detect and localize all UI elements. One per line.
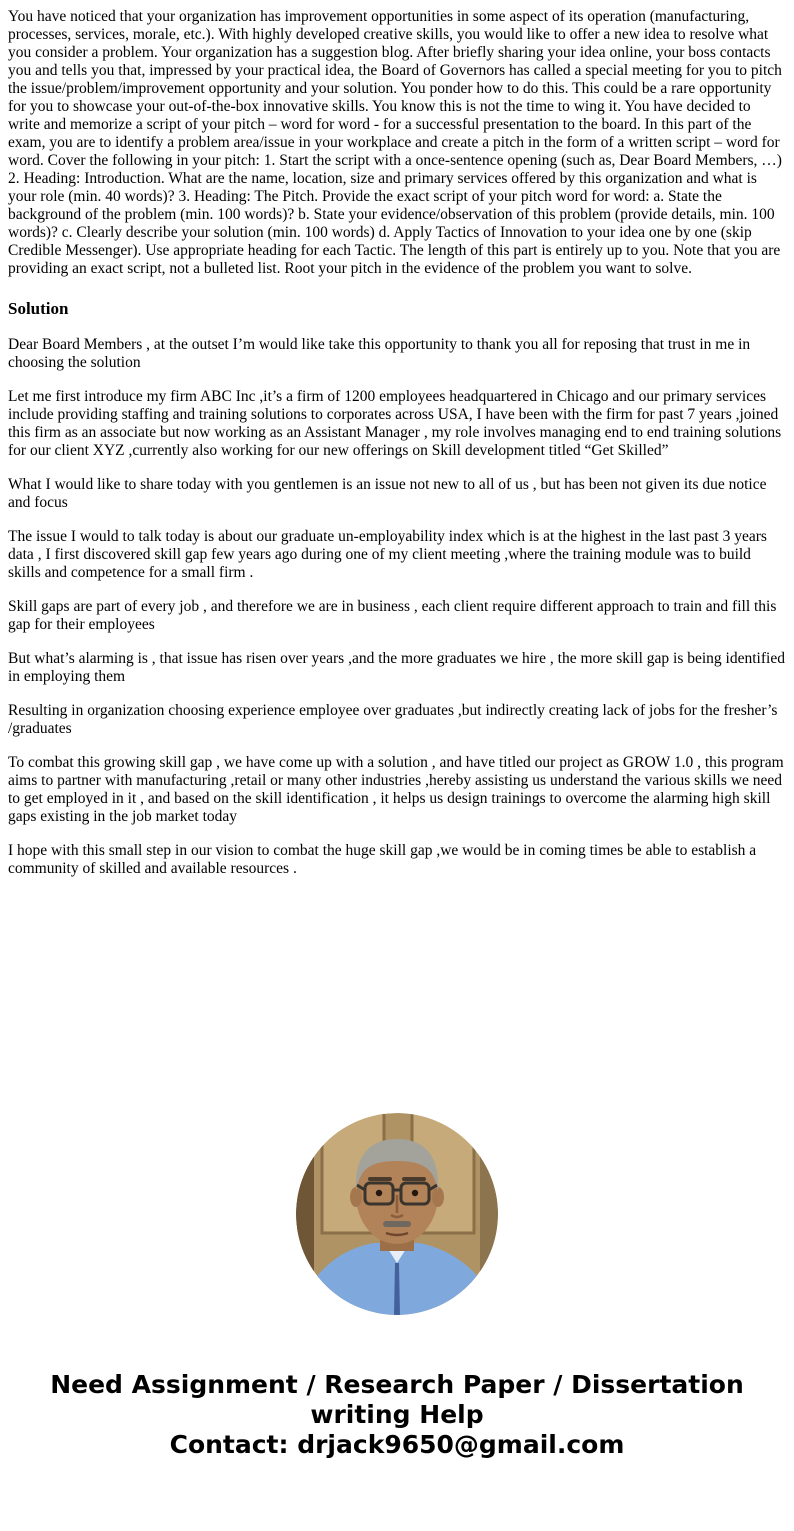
document-page — [0, 8, 794, 1531]
solution-paragraph: What I would like to share today with you gentlemen is an issue not new to all of us , but has been not given its due notice and focus — [8, 476, 767, 511]
solution-paragraph: I hope with this small step in our vision to combat the huge skill gap ,we would be in coming times be able to establish a community of skilled and available resources . — [8, 842, 757, 877]
footer — [0, 1370, 794, 1460]
solution-section — [8, 336, 786, 878]
footer-contact-text: Contact: drjack9650@gmail.com — [169, 1430, 625, 1459]
solution-paragraph: To combat this growing skill gap , we have come up with a solution , and have titled our project as GROW 1.0 , this program aims to partner with manufacturing ,retail or many other industries ,hereby assisting us understand the various skills we need to get employed in it , and based on the skill identification , it helps us design trainings to overcome the alarming high skill gaps existing in the job market today — [8, 754, 784, 825]
document-body — [0, 8, 794, 878]
avatar-container — [0, 1113, 794, 1320]
portrait-photo-icon — [296, 1113, 498, 1315]
solution-paragraph: Dear Board Members , at the outset I’m would like take this opportunity to thank you all for reposing that trust in me in choosing the solution — [8, 336, 751, 371]
footer-help-text: Need Assignment / Research Paper / Dissertation writing Help — [50, 1370, 744, 1429]
solution-paragraph: Let me first introduce my firm ABC Inc ,it’s a firm of 1200 employees headquartered in Chicago and our primary services include providing staffing and training solutions to corporates across USA, I have been with the firm for past 7 years ,joined this firm as an associate but now working as an Assistant Manager , my role involves managing end to end training solutions for our client XYZ ,currently also working for our new offerings on Skill development titled “Get Skilled” — [8, 388, 782, 459]
solution-paragraph: Skill gaps are part of every job , and therefore we are in business , each client require different approach to train and fill this gap for their employees — [8, 598, 777, 633]
solution-paragraph: The issue I would to talk today is about our graduate un-employability index which is at the highest in the last past 3 years data , I first discovered skill gap few years ago during one of my client meeting ,where the training module was to build skills and competence for a small firm . — [8, 528, 767, 581]
solution-heading: Solution — [8, 299, 69, 318]
footer-text-block — [21, 1370, 773, 1460]
question-text: You have noticed that your organization has improvement opportunities in some aspect of its operation (manufacturing, processes, services, morale, etc.). With highly developed creative skills, you would like to offer a new idea to resolve what you consider a problem. Your organization has a suggestion blog. After briefly sharing your idea online, your boss contacts you and tells you that, impressed by your practical idea, the Board of Governors has called a special meeting for you to pitch the issue/problem/improvement opportunity and your solution. You ponder how to do this. This could be a rare opportunity for you to showcase your out-of-the-box innovative skills. You know this is not the time to wing it. You have decided to write and memorize a script of your pitch – word for word - for a successful presentation to the board. In this part of the exam, you are to identify a problem area/issue in your workplace and create a pitch in the form of a written script – word for word. Cover the following in your pitch: 1. Start the script with a once-sentence opening (such as, Dear Board Members, …) 2. Heading: Introduction. What are the name, location, size and primary services offered by this organization and what is your role (min. 40 words)? 3. Heading: The Pitch. Provide the exact script of your pitch word for word: a. State the background of the problem (min. 100 words)? b. State your evidence/observation of this problem (provide details, min. 100 words)? c. Clearly describe your solution (min. 100 words) d. Apply Tactics of Innovation to your idea one by one (skip Credible Messenger). Use appropriate heading for each Tactic. The length of this part is entirely up to you. Note that you are providing an exact script, not a bulleted list. Root your pitch in the evidence of the problem you want to solve. — [8, 8, 782, 277]
solution-paragraph: Resulting in organization choosing experience employee over graduates ,but indirectly creating lack of jobs for the fresher’s /graduates — [8, 702, 778, 737]
avatar — [296, 1113, 498, 1315]
solution-paragraph: But what’s alarming is , that issue has risen over years ,and the more graduates we hire , the more skill gap is being identified in employing them — [8, 650, 785, 685]
